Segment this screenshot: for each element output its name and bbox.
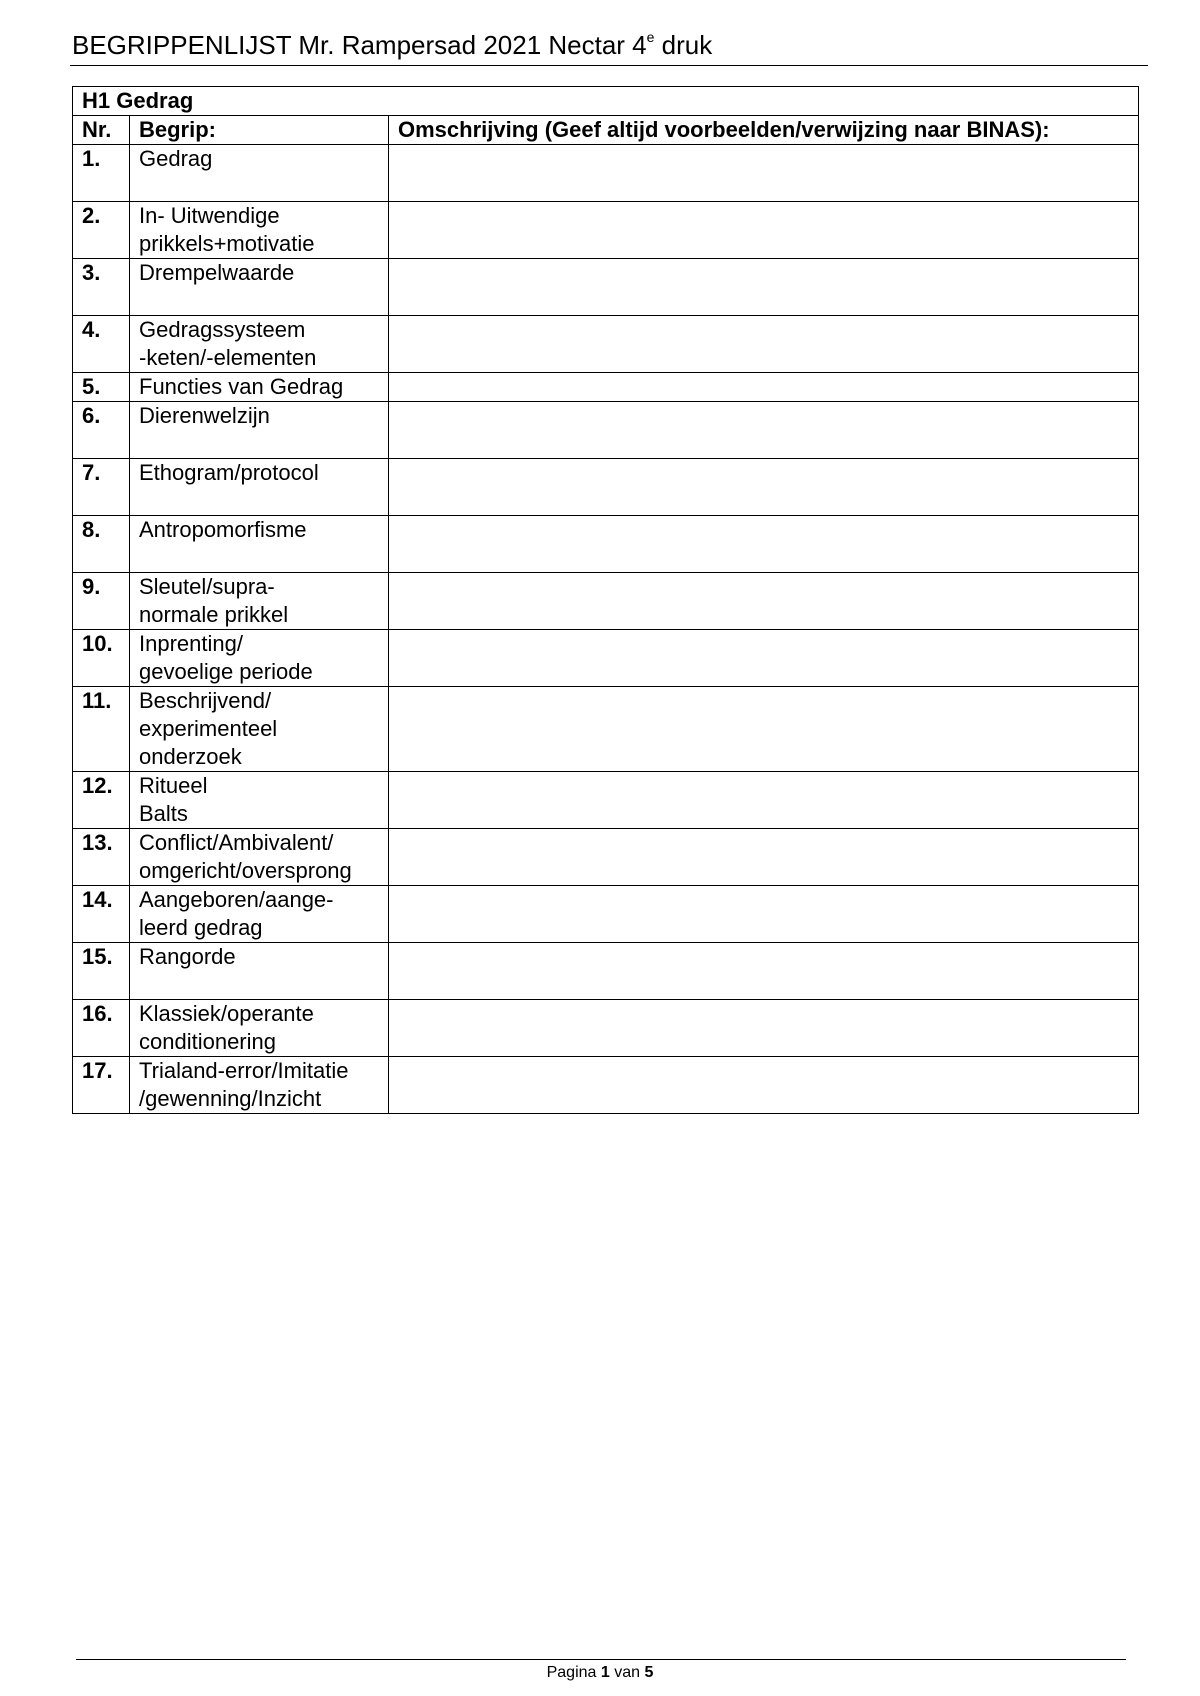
- header-rule: [70, 65, 1148, 66]
- row-term: Inprenting/ gevoelige periode: [130, 630, 389, 687]
- row-term: Rangorde: [130, 943, 389, 1000]
- row-term: Beschrijvend/ experimenteel onderzoek: [130, 687, 389, 772]
- table-row: [73, 630, 1139, 687]
- row-number: 13.: [73, 829, 130, 886]
- row-description[interactable]: [389, 459, 1139, 516]
- row-description[interactable]: [389, 402, 1139, 459]
- row-number: 3.: [73, 259, 130, 316]
- table-row: [73, 316, 1139, 373]
- row-number: 6.: [73, 402, 130, 459]
- row-term: Gedrag: [130, 145, 389, 202]
- row-number: 10.: [73, 630, 130, 687]
- column-header-nr: Nr.: [73, 116, 130, 145]
- row-number: 12.: [73, 772, 130, 829]
- row-term: Trialand-error/Imitatie /gewenning/Inzicht: [130, 1057, 389, 1114]
- page-title-main: BEGRIPPENLIJST Mr. Rampersad 2021 Nectar 4: [72, 30, 647, 60]
- row-number: 5.: [73, 373, 130, 402]
- table-row: [73, 373, 1139, 402]
- row-number: 4.: [73, 316, 130, 373]
- row-number: 15.: [73, 943, 130, 1000]
- table-row: [73, 829, 1139, 886]
- table-row: [73, 943, 1139, 1000]
- row-term: In- Uitwendige prikkels+motivatie: [130, 202, 389, 259]
- row-number: 9.: [73, 573, 130, 630]
- row-term: Aangeboren/aange- leerd gedrag: [130, 886, 389, 943]
- table-row: [73, 886, 1139, 943]
- row-term: Sleutel/supra- normale prikkel: [130, 573, 389, 630]
- row-number: 1.: [73, 145, 130, 202]
- row-description[interactable]: [389, 145, 1139, 202]
- row-description[interactable]: [389, 886, 1139, 943]
- page-footer: [0, 1662, 1200, 1684]
- row-number: 7.: [73, 459, 130, 516]
- table-row: [73, 573, 1139, 630]
- table-row: [73, 459, 1139, 516]
- page-title-superscript: e: [646, 29, 655, 46]
- row-term: Ritueel Balts: [130, 772, 389, 829]
- row-number: 17.: [73, 1057, 130, 1114]
- section-title: H1 Gedrag: [73, 87, 1139, 116]
- column-header-begrip: Begrip:: [130, 116, 389, 145]
- table-row: [73, 202, 1139, 259]
- row-term: Klassiek/operante conditionering: [130, 1000, 389, 1057]
- footer-middle: van: [609, 1664, 645, 1681]
- footer-prefix: Pagina: [546, 1664, 601, 1681]
- row-description[interactable]: [389, 943, 1139, 1000]
- row-number: 11.: [73, 687, 130, 772]
- row-description[interactable]: [389, 772, 1139, 829]
- row-description[interactable]: [389, 1057, 1139, 1114]
- row-description[interactable]: [389, 829, 1139, 886]
- row-number: 16.: [73, 1000, 130, 1057]
- page-title: [72, 28, 712, 62]
- row-description[interactable]: [389, 516, 1139, 573]
- table-row: [73, 259, 1139, 316]
- footer-page-total: 5: [644, 1664, 654, 1681]
- table-row: [73, 516, 1139, 573]
- row-term: Functies van Gedrag: [130, 373, 389, 402]
- row-term: Drempelwaarde: [130, 259, 389, 316]
- row-term: Dierenwelzijn: [130, 402, 389, 459]
- section-title-row: [73, 87, 1139, 116]
- row-description[interactable]: [389, 316, 1139, 373]
- row-term: Antropomorfisme: [130, 516, 389, 573]
- table-row: [73, 1057, 1139, 1114]
- footer-page-number: 1: [600, 1664, 610, 1681]
- row-description[interactable]: [389, 573, 1139, 630]
- row-description[interactable]: [389, 259, 1139, 316]
- row-description[interactable]: [389, 202, 1139, 259]
- row-description[interactable]: [389, 1000, 1139, 1057]
- table-row: [73, 772, 1139, 829]
- table-row: [73, 145, 1139, 202]
- terms-table: [72, 86, 1139, 1114]
- row-description[interactable]: [389, 373, 1139, 402]
- page-title-tail: druk: [654, 30, 713, 60]
- terms-table-body: [73, 87, 1139, 1114]
- row-description[interactable]: [389, 687, 1139, 772]
- row-description[interactable]: [389, 630, 1139, 687]
- row-term: Gedragssysteem -keten/-elementen: [130, 316, 389, 373]
- row-term: Conflict/Ambivalent/ omgericht/oversprong: [130, 829, 389, 886]
- row-number: 8.: [73, 516, 130, 573]
- footer-rule: [76, 1659, 1126, 1660]
- row-term: Ethogram/protocol: [130, 459, 389, 516]
- table-row: [73, 1000, 1139, 1057]
- column-header-omschrijving: Omschrijving (Geef altijd voorbeelden/verwijzing naar BINAS):: [389, 116, 1139, 145]
- table-row: [73, 687, 1139, 772]
- row-number: 14.: [73, 886, 130, 943]
- row-number: 2.: [73, 202, 130, 259]
- column-header-row: [73, 116, 1139, 145]
- table-row: [73, 402, 1139, 459]
